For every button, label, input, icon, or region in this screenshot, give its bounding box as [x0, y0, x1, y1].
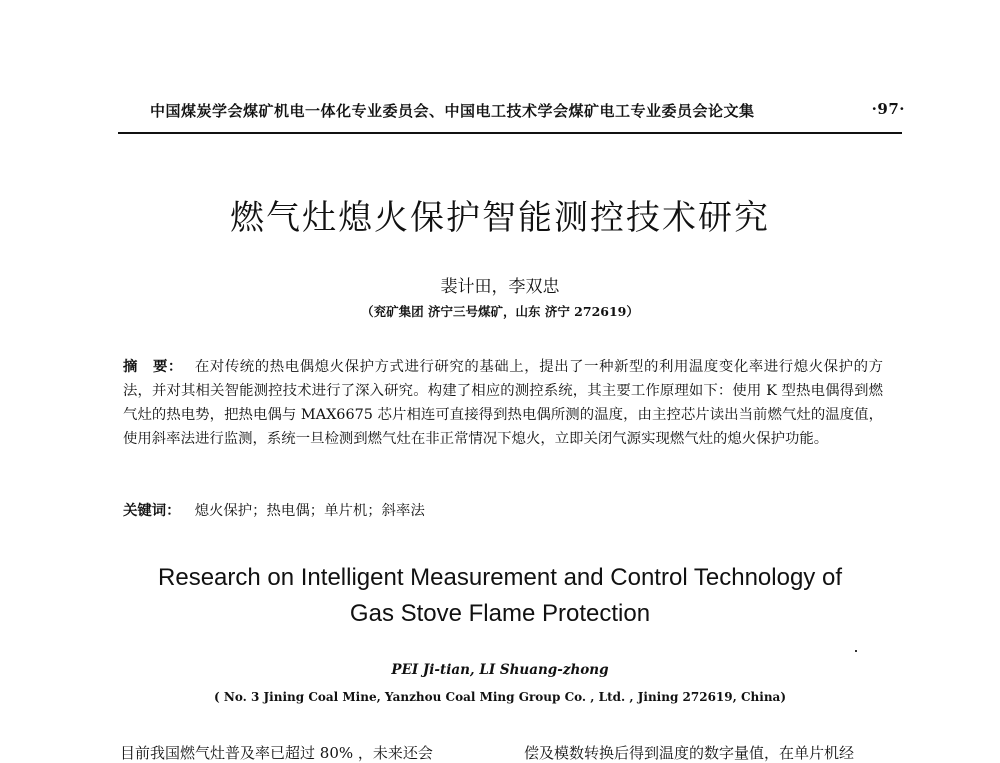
paper-title-en-line1: Research on Intelligent Measurement and Control Technology of	[158, 564, 842, 591]
body-left-column: 目前我国燃气灶普及率已超过 80% ，未来还会	[120, 744, 433, 762]
abstract-text: 在对传统的热电偶熄火保护方式进行研究的基础上，提出了一种新型的利用温度变化率进行熄火保护的方法，并对其相关智能测控技术进行了深入研究。构建了相应的测控系统，其主要工作原理如下：使用 K 型热电偶得到燃气灶的热电势，把热电偶与 MAX6675 芯片相连可直接得到热电偶所测的温度，由主控芯片读出当前燃气灶的温度值，使用斜率法进行监测，系统一旦检测到燃气灶在非正常情况下熄火，立即关闭气源实现燃气灶的熄火保护功能。	[123, 359, 883, 447]
paper-title-en-line2: Gas Stove Flame Protection	[349, 600, 651, 627]
paper-title-cn: 燃气灶熄火保护智能测控技术研究	[230, 198, 770, 238]
abstract-label: 摘 要：	[123, 358, 183, 375]
affiliation-en: ( No. 3 Jining Coal Mine, Yanzhou Coal Ming Group Co. , Ltd. , Jining 272619, China)	[214, 690, 786, 704]
page-number: ·97·	[871, 100, 905, 118]
keywords-text: 熄火保护；热电偶；单片机；斜率法	[194, 503, 425, 519]
running-header	[150, 100, 905, 121]
keywords-label: 关键词：	[123, 502, 181, 519]
journal-name: 中国煤炭学会煤矿机电一体化专业委员会、中国电工技术学会煤矿电工专业委员会论文集	[150, 102, 755, 120]
affiliation-cn: （兖矿集团 济宁三号煤矿，山东 济宁 272619）	[361, 304, 639, 319]
authors-cn: 裴计田，李双忠	[440, 277, 560, 297]
header-rule	[118, 132, 902, 134]
keywords-cn	[123, 499, 425, 520]
scan-speck	[855, 650, 857, 652]
abstract-cn	[123, 355, 883, 451]
authors-en: PEI Ji-tian, LI Shuang-zhong	[391, 662, 609, 678]
body-right-column: 偿及模数转换后得到温度的数字量值，在单片机经	[524, 744, 855, 762]
paper-title-en	[0, 560, 1000, 632]
